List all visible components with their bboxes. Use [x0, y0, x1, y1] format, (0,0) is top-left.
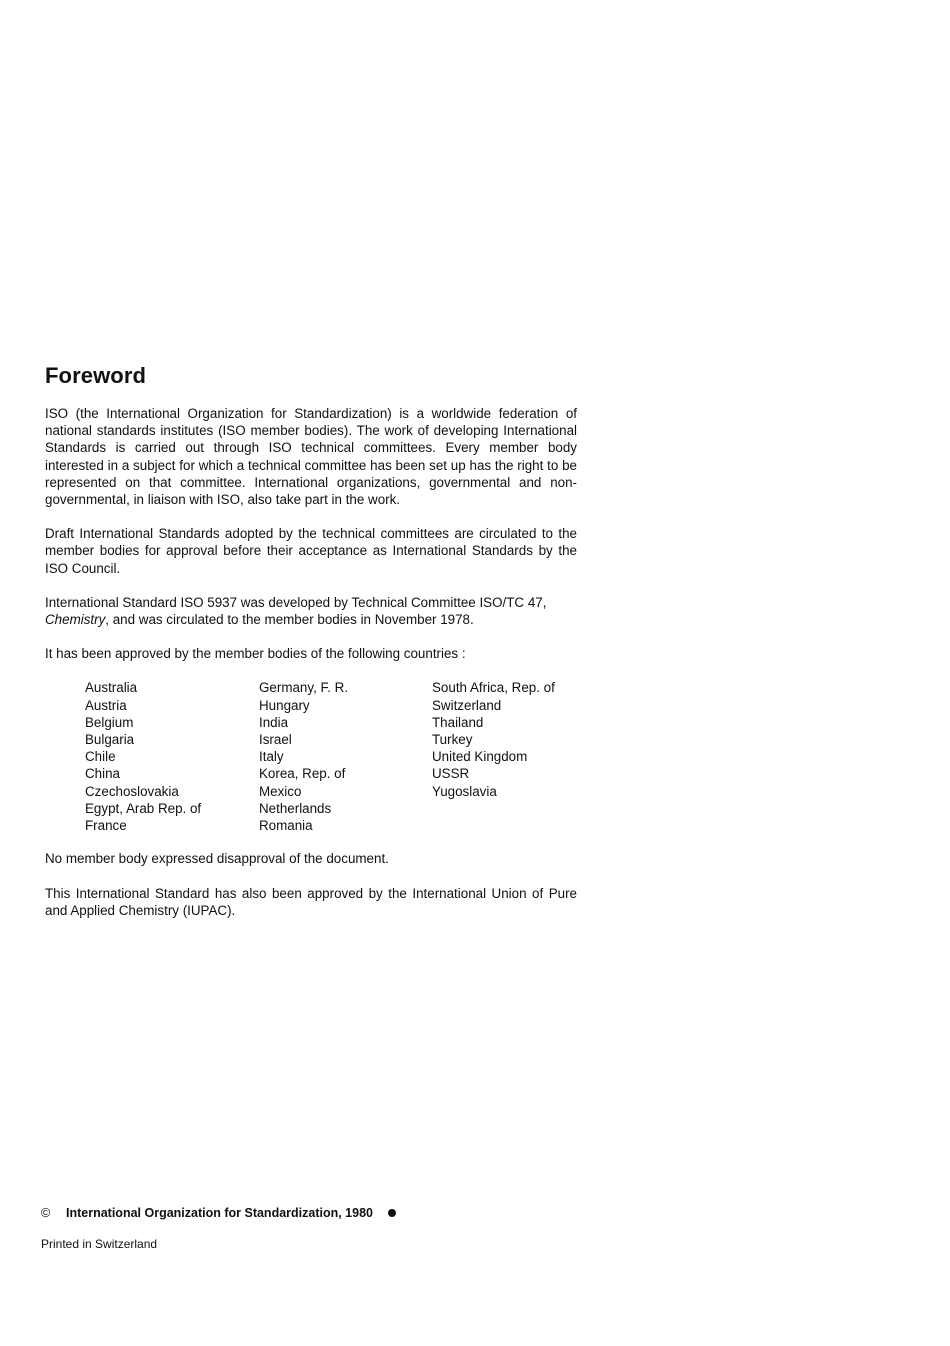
country-item: United Kingdom: [432, 749, 528, 765]
country-item: South Africa, Rep. of: [432, 680, 555, 696]
draft-standards-paragraph: Draft International Standards adopted by the technical committees are circulated to the member bodies for approval before their acceptance as International Standards by the ISO Council.: [45, 526, 577, 576]
country-item: Chile: [85, 749, 116, 765]
foreword-section: [45, 362, 577, 936]
iupac-approval-note: This International Standard has also been approved by the International Union of Pure and Applied Chemistry (IUPAC).: [45, 885, 577, 918]
copyright-text: International Organization for Standardization, 1980: [66, 1206, 373, 1220]
country-item: Netherlands: [259, 800, 332, 816]
approval-intro: It has been approved by the member bodies of the following countries :: [45, 646, 466, 662]
country-item: Romania: [259, 818, 313, 834]
country-item: Switzerland: [432, 697, 502, 713]
country-item: Egypt, Arab Rep. of: [85, 800, 202, 816]
country-item: Mexico: [259, 783, 302, 799]
country-item: Belgium: [85, 714, 134, 730]
country-item: India: [259, 714, 289, 730]
country-item: USSR: [432, 766, 470, 782]
bullet-icon: [388, 1209, 396, 1217]
standard-development-paragraph: [45, 594, 577, 628]
development-text-end: , and was circulated to the member bodies in November 1978.: [105, 612, 474, 628]
development-text-start: International Standard ISO 5937 was developed by Technical Committee ISO/TC 47,: [45, 594, 547, 610]
foreword-heading: Foreword: [45, 363, 147, 388]
country-item: Israel: [259, 732, 292, 748]
country-item: Korea, Rep. of: [259, 766, 346, 782]
copyright-line: [41, 1205, 396, 1221]
printed-location: Printed in Switzerland: [41, 1237, 158, 1251]
country-item: Austria: [85, 697, 127, 713]
countries-column-3: [432, 679, 555, 799]
country-item: Bulgaria: [85, 732, 135, 748]
no-disapproval-note: No member body expressed disapproval of the document.: [45, 851, 389, 867]
country-item: Czechoslovakia: [85, 783, 179, 799]
country-item: Hungary: [259, 697, 310, 713]
approving-countries-list: [85, 679, 577, 833]
countries-column-2: [259, 679, 348, 834]
countries-column-1: [85, 679, 201, 834]
country-item: Australia: [85, 680, 138, 696]
copyright-icon: ©: [41, 1206, 51, 1220]
country-item: Italy: [259, 749, 284, 765]
iso-overview-paragraph: ISO (the International Organization for Standardization) is a worldwide federation of national standards institutes (ISO member bodies). The work of developing International Standards is carried out through ISO technical committees. Every member body interested in a subject for which a technical committee has been set up has the right to be represented on that committee. International organizations, governmental and non-governmental, in liaison with ISO, also take part in the work.: [45, 406, 577, 508]
country-item: Germany, F. R.: [259, 680, 349, 696]
country-item: Thailand: [432, 714, 484, 730]
committee-name: Chemistry: [45, 612, 106, 628]
country-item: Yugoslavia: [432, 783, 497, 799]
country-item: Turkey: [432, 732, 473, 748]
country-item: China: [85, 766, 120, 782]
country-item: France: [85, 818, 127, 834]
